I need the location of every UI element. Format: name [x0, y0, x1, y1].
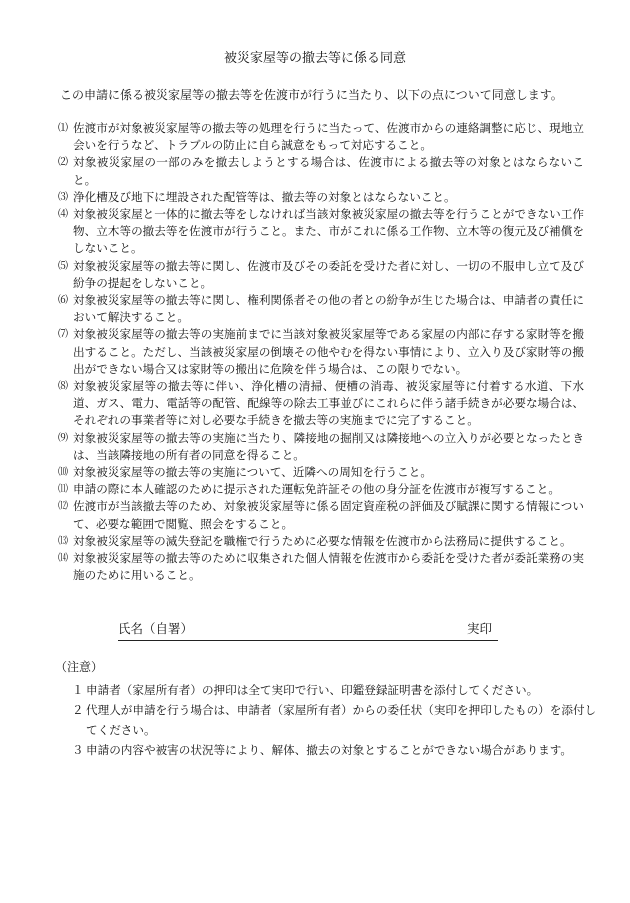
consent-item	[58, 498, 584, 532]
page-title: 被災家屋等の撤去等に係る同意	[223, 51, 406, 66]
item-number: ⑺	[58, 329, 68, 341]
notes-title: （注意）	[55, 660, 104, 674]
item-number: ⒀	[58, 535, 68, 547]
item-number: ⒁	[58, 553, 68, 565]
item-number: ⑼	[58, 432, 68, 444]
note-text: 申請の内容や被害の状況等により、解体、撤去の対象とすることができない場合があります。	[86, 743, 573, 757]
item-text: 対象被災家屋等の撤去等のために収集された個人情報を佐渡市から委託を受けた者が委託業務の実施のために用いること。	[73, 551, 584, 583]
note-number: ２	[72, 703, 84, 717]
item-text: 対象被災家屋等の撤去等の実施に当たり、隣接地の掘削又は隣接地への立入りが必要となったときは、当該隣接地の所有者の同意を得ること。	[73, 430, 584, 462]
consent-item	[58, 430, 584, 464]
consent-item	[58, 189, 584, 206]
item-number: ⑿	[58, 501, 68, 513]
notes-list	[72, 680, 598, 760]
item-text: 対象被災家屋等の撤去等の実施前までに当該対象被災家屋等である家屋の内部に存する家財等を搬出すること。ただし、当該被災家屋の倒壊その他やむを得ない事情により、立入り及び家財等の搬出ができない場合又は家財等の搬出に危険を伴う場合は、この限りでない。	[73, 327, 584, 376]
item-text: 申請の際に本人確認のために提示された運転免許証その他の身分証を佐渡市が複写すること。	[73, 482, 560, 497]
consent-item	[58, 326, 584, 378]
item-number: ⑻	[58, 381, 68, 393]
item-number: ⑾	[58, 484, 68, 496]
item-number: ⑸	[58, 260, 68, 272]
consent-item	[58, 292, 584, 326]
item-number: ⑴	[58, 123, 68, 134]
item-text: 対象被災家屋等の撤去等に関し、佐渡市及びその委託を受けた者に対し、一切の不服申し立て及び紛争の提起をしないこと。	[73, 258, 584, 290]
item-text: 佐渡市が対象被災家屋等の撤去等の処理を行うに当たって、佐渡市からの連絡調整に応じ、現地立会いを行うなど、トラブルの防止に自ら誠意をもって対応すること。	[73, 121, 584, 153]
signature-name-label: 氏名（自署）	[118, 621, 194, 636]
seal-label: 実印	[466, 621, 492, 636]
item-text: 佐渡市が当該撤去等のため、対象被災家屋等に係る固定資産税の評価及び賦課に関する情報について、必要な範囲で閲覧、照会をすること。	[73, 499, 584, 531]
consent-item	[58, 154, 584, 188]
note-text: 代理人が申請を行う場合は、申請者（家屋所有者）からの委任状（実印を押印したもの）を添付してください。	[86, 703, 597, 737]
item-number: ⑹	[58, 295, 68, 307]
consent-item	[58, 258, 584, 292]
item-number: ⑶	[58, 191, 68, 203]
consent-item	[58, 464, 584, 481]
item-number: ⑵	[58, 157, 68, 169]
signature-line[interactable]	[118, 620, 498, 641]
consent-item	[58, 378, 584, 430]
consent-item	[58, 550, 584, 584]
item-text: 対象被災家屋等の撤去等の実施について、近隣への周知を行うこと。	[73, 465, 432, 480]
item-text: 対象被災家屋等の撤去等に伴い、浄化槽の清掃、便槽の消毒、被災家屋等に付着する水道、下水道、ガス、電力、電話等の配管、配線等の除去工事並びにこれらに伴う諸手続きが必要な場合は、それぞれの事業者等に対し必要な手続きを撤去等の実施までに完了すること。	[73, 379, 584, 428]
note-number: ３	[72, 743, 84, 757]
note-text: 申請者（家屋所有者）の押印は全て実印で行い、印鑑登録証明書を添付してください。	[86, 683, 539, 697]
note-number: １	[72, 683, 84, 697]
consent-item	[58, 481, 584, 498]
note-item	[72, 680, 598, 700]
consent-item	[58, 120, 584, 154]
intro-paragraph: この申請に係る被災家屋等の撤去等を佐渡市が行うに当たり、以下の点について同意します。	[60, 88, 563, 102]
note-item	[72, 740, 598, 760]
item-text: 対象被災家屋と一体的に撤去等をしなければ当該対象被災家屋の撤去等を行うことができない工作物、立木等の撤去等を佐渡市が行うこと。また、市がこれに係る工作物、立木等の復元及び補償をしないこと。	[73, 207, 584, 256]
note-item	[72, 700, 598, 740]
item-text: 対象被災家屋等の撤去等に関し、権利関係者その他の者との紛争が生じた場合は、申請者の責任において解決すること。	[73, 293, 584, 325]
consent-item	[58, 533, 584, 550]
item-number: ⑷	[58, 209, 68, 221]
item-text: 対象被災家屋等の滅失登記を職権で行うために必要な情報を佐渡市から法務局に提供すること。	[73, 533, 572, 548]
item-text: 対象被災家屋の一部のみを撤去しようとする場合は、佐渡市による撤去等の対象とはならないこと。	[73, 155, 584, 187]
consent-items-list	[58, 120, 584, 584]
consent-item	[58, 206, 584, 258]
item-text: 浄化槽及び地下に埋設された配管等は、撤去等の対象とはならないこと。	[73, 189, 456, 204]
item-number: ⑽	[58, 467, 68, 479]
